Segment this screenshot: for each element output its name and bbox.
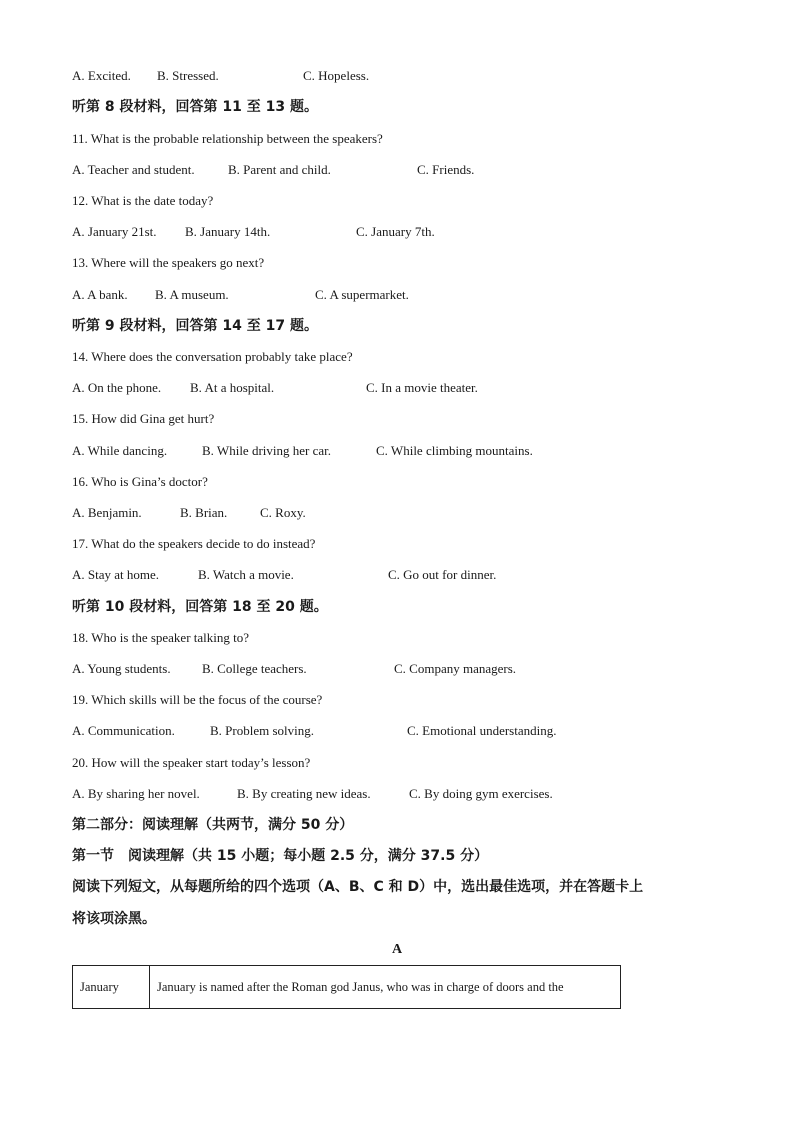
q13-option-c: C. A supermarket. <box>315 287 409 302</box>
q17-option-b: B. Watch a movie. <box>198 567 294 582</box>
q20-question: 20. How will the speaker start today’s lesson? <box>72 755 311 770</box>
q13-question: 13. Where will the speakers go next? <box>72 255 265 270</box>
q14-option-c: C. In a movie theater. <box>366 380 478 395</box>
q14-question: 14. Where does the conversation probably take place? <box>72 349 353 364</box>
part2-section1-heading: 第一节 阅读理解（共 15 小题；每小题 2.5 分，满分 37.5 分） <box>72 848 489 864</box>
q18-option-c: C. Company managers. <box>394 661 517 676</box>
q15-question: 15. How did Gina get hurt? <box>72 411 215 426</box>
q19-question: 19. Which skills will be the focus of the course? <box>72 692 323 707</box>
q10-option-b: B. Stressed. <box>157 68 219 83</box>
table-cell-month: January <box>73 966 150 1009</box>
instruction-line-2: 将该项涂黑。 <box>72 911 156 927</box>
instruction-line-1: 阅读下列短文，从每题所给的四个选项（A、B、C 和 D）中，选出最佳选项，并在答题卡上 <box>72 879 644 895</box>
q12-question: 12. What is the date today? <box>72 193 214 208</box>
q16-option-b: B. Brian. <box>180 505 228 520</box>
q18-question: 18. Who is the speaker talking to? <box>72 630 250 645</box>
q19-option-b: B. Problem solving. <box>210 723 315 738</box>
q12-option-b: B. January 14th. <box>185 224 271 239</box>
q12-option-a: A. January 21st. <box>72 224 157 239</box>
q17-question: 17. What do the speakers decide to do instead? <box>72 536 316 551</box>
q20-option-b: B. By creating new ideas. <box>237 786 371 801</box>
q14-option-b: B. At a hospital. <box>190 380 275 395</box>
table-row <box>73 966 621 1009</box>
section9-heading: 听第 9 段材料，回答第 14 至 17 题。 <box>72 318 318 334</box>
q17-option-a: A. Stay at home. <box>72 567 160 582</box>
q20-option-c: C. By doing gym exercises. <box>409 786 553 801</box>
q11-option-c: C. Friends. <box>417 162 475 177</box>
q17-option-c: C. Go out for dinner. <box>388 567 497 582</box>
q20-option-a: A. By sharing her novel. <box>72 786 200 801</box>
q16-option-a: A. Benjamin. <box>72 505 142 520</box>
q15-option-b: B. While driving her car. <box>202 443 332 458</box>
table-cell-text: January is named after the Roman god Janus, who was in charge of doors and the <box>150 966 621 1009</box>
q18-option-b: B. College teachers. <box>202 661 307 676</box>
section10-heading: 听第 10 段材料，回答第 18 至 20 题。 <box>72 599 328 615</box>
q14-option-a: A. On the phone. <box>72 380 162 395</box>
q18-option-a: A. Young students. <box>72 661 171 676</box>
q11-question: 11. What is the probable relationship between the speakers? <box>72 131 383 146</box>
q12-option-c: C. January 7th. <box>356 224 435 239</box>
q19-option-c: C. Emotional understanding. <box>407 723 557 738</box>
q15-option-a: A. While dancing. <box>72 443 168 458</box>
q13-option-b: B. A museum. <box>155 287 229 302</box>
q15-option-c: C. While climbing mountains. <box>376 443 533 458</box>
q16-question: 16. Who is Gina’s doctor? <box>72 474 208 489</box>
q13-option-a: A. A bank. <box>72 287 128 302</box>
passage-label: A <box>391 942 403 957</box>
q11-option-b: B. Parent and child. <box>228 162 331 177</box>
part2-heading: 第二部分：阅读理解（共两节，满分 50 分） <box>72 817 354 833</box>
q11-option-a: A. Teacher and student. <box>72 162 195 177</box>
section8-heading: 听第 8 段材料，回答第 11 至 13 题。 <box>72 99 318 115</box>
q10-option-a: A. Excited. <box>72 68 131 83</box>
q19-option-a: A. Communication. <box>72 723 175 738</box>
q10-option-c: C. Hopeless. <box>303 68 370 83</box>
q16-option-c: C. Roxy. <box>260 505 306 520</box>
months-table <box>72 965 621 1009</box>
